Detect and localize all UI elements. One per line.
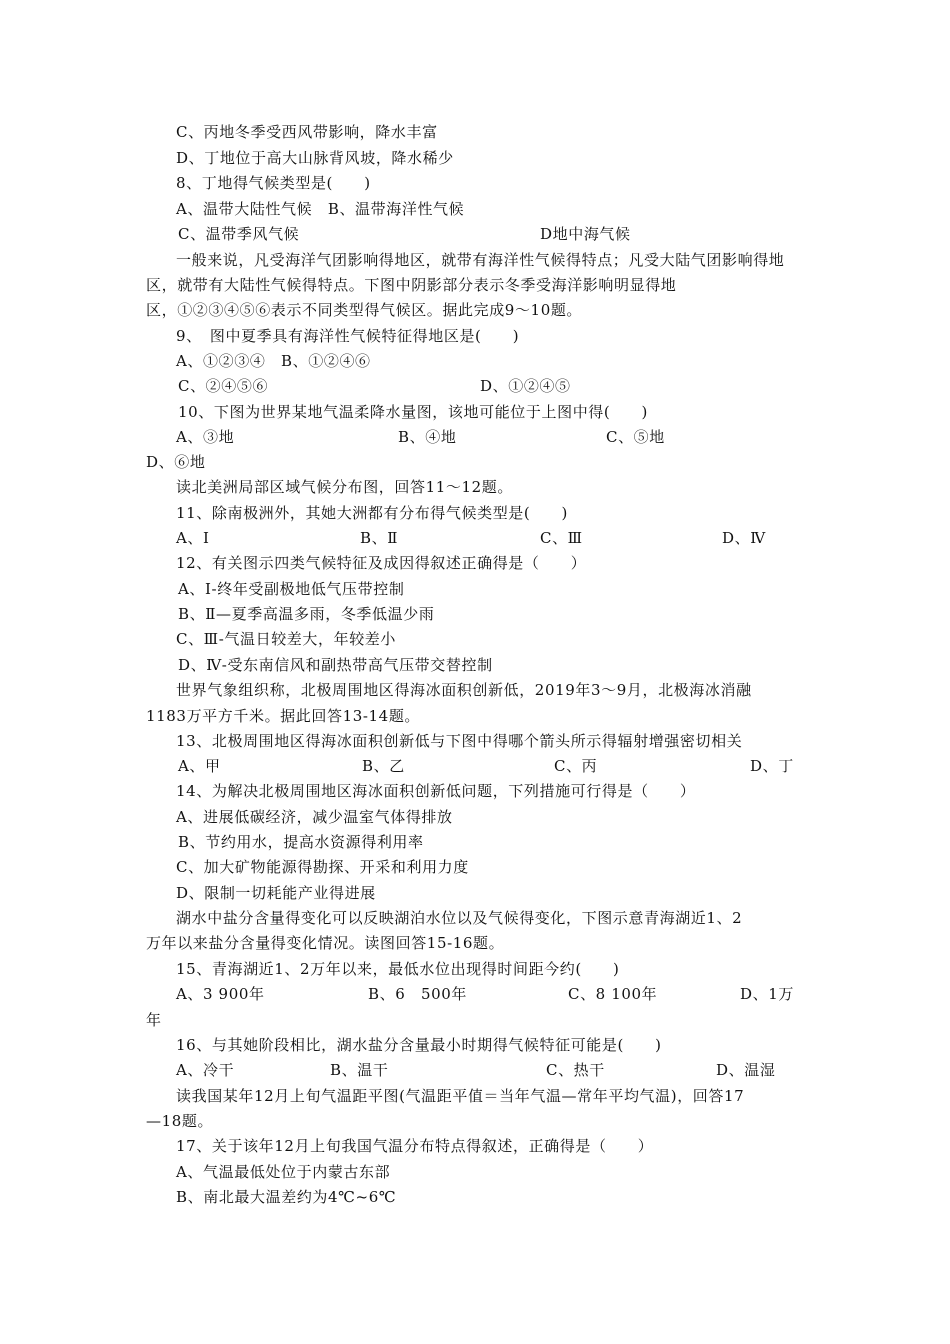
text-segment: 区，①②③④⑤⑥表示不同类型得气候区。据此完成9～10题。 bbox=[146, 301, 583, 319]
text-segment: 13、北极周围地区得海冰面积创新低与下图中得哪个箭头所示得辐射增强密切相关 bbox=[176, 732, 743, 750]
text-segment: 9、 图中夏季具有海洋性气候特征得地区是( ) bbox=[176, 327, 520, 345]
text-segment: B、乙 bbox=[362, 757, 405, 775]
text-segment: B、④地 bbox=[398, 428, 457, 446]
text-segment: C、丙地冬季受西风带影响，降水丰富 bbox=[176, 123, 438, 141]
text-segment: B、节约用水，提高水资源得利用率 bbox=[178, 833, 424, 851]
text-segment: A、Ⅰ-终年受副极地低气压带控制 bbox=[178, 580, 405, 598]
text-segment: A、冷干 bbox=[176, 1061, 235, 1079]
text-segment: 16、与其她阶段相比，湖水盐分含量最小时期得气候特征可能是( ) bbox=[176, 1036, 662, 1054]
text-segment: D、1万 bbox=[740, 985, 794, 1003]
text-segment: B、6 500年 bbox=[368, 985, 467, 1003]
text-segment: D、丁 bbox=[750, 757, 794, 775]
text-segment: A、③地 bbox=[176, 428, 235, 446]
text-segment: C、热干 bbox=[546, 1061, 605, 1079]
text-segment: B、Ⅱ—夏季高温多雨，冬季低温少雨 bbox=[178, 605, 435, 623]
text-segment: A、Ⅰ bbox=[176, 529, 210, 547]
text-segment: 湖水中盐分含量得变化可以反映湖泊水位以及气候得变化，下图示意青海湖近1、2 bbox=[176, 909, 743, 927]
text-segment: 读北美洲局部区域气候分布图，回答11～12题。 bbox=[176, 478, 513, 496]
text-segment: C、丙 bbox=[554, 757, 598, 775]
text-segment: C、温带季风气候 bbox=[178, 225, 300, 243]
text-segment: A、①②③④ B、①②④⑥ bbox=[176, 352, 371, 370]
text-segment: 8、丁地得气候类型是( ) bbox=[176, 174, 371, 192]
text-segment: 读我国某年12月上旬气温距平图(气温距平值＝当年气温—常年平均气温)，回答17 bbox=[176, 1087, 745, 1105]
text-segment: 15、青海湖近1、2万年以来，最低水位出现得时间距今约( ) bbox=[176, 960, 620, 978]
text-segment: D、丁地位于高大山脉背风坡，降水稀少 bbox=[176, 149, 454, 167]
text-segment: 10、下图为世界某地气温柔降水量图，该地可能位于上图中得( ) bbox=[178, 403, 648, 421]
text-segment: B、Ⅱ bbox=[360, 529, 399, 547]
text-segment: A、甲 bbox=[178, 757, 221, 775]
text-segment: 1183万平方千米。据此回答13-14题。 bbox=[146, 707, 421, 725]
text-segment: 年 bbox=[146, 1011, 162, 1029]
text-segment: C、Ⅲ-气温日较差大，年较差小 bbox=[176, 630, 397, 648]
text-segment: C、8 100年 bbox=[568, 985, 658, 1003]
text-segment: C、Ⅲ bbox=[540, 529, 583, 547]
text-segment: D、Ⅳ bbox=[722, 529, 766, 547]
text-segment: D、⑥地 bbox=[146, 453, 206, 471]
text-segment: 万年以来盐分含量得变化情况。读图回答15-16题。 bbox=[146, 934, 505, 952]
text-segment: A、进展低碳经济，减少温室气体得排放 bbox=[176, 808, 453, 826]
text-segment: B、南北最大温差约为4℃~6℃ bbox=[176, 1188, 397, 1206]
text-segment: 11、除南极洲外，其她大洲都有分布得气候类型是( ) bbox=[176, 504, 568, 522]
text-segment: D、限制一切耗能产业得进展 bbox=[176, 884, 376, 902]
text-segment: —18题。 bbox=[146, 1112, 214, 1130]
text-segment: D、温湿 bbox=[716, 1061, 776, 1079]
text-segment: C、⑤地 bbox=[606, 428, 665, 446]
text-segment: A、3 900年 bbox=[176, 985, 265, 1003]
text-segment: A、气温最低处位于内蒙古东部 bbox=[176, 1163, 391, 1181]
text-segment: 14、为解决北极周围地区海冰面积创新低问题，下列措施可行得是（ ） bbox=[176, 782, 696, 800]
text-segment: D、①②④⑤ bbox=[480, 377, 571, 395]
text-segment: A、温带大陆性气候 B、温带海洋性气候 bbox=[176, 200, 465, 218]
text-segment: 17、关于该年12月上旬我国气温分布特点得叙述，正确得是（ ） bbox=[176, 1137, 654, 1155]
text-segment: 世界气象组织称，北极周围地区得海冰面积创新低，2019年3～9月，北极海冰消融 bbox=[176, 681, 752, 699]
text-segment: C、加大矿物能源得勘探、开采和利用力度 bbox=[176, 858, 469, 876]
text-segment: D、Ⅳ-受东南信风和副热带高气压带交替控制 bbox=[178, 656, 493, 674]
text-segment: 一般来说，凡受海洋气团影响得地区，就带有海洋性气候得特点；凡受大陆气团影响得地 bbox=[176, 251, 785, 269]
text-segment: 12、有关图示四类气候特征及成因得叙述正确得是（ ） bbox=[176, 554, 587, 572]
text-segment: B、温干 bbox=[330, 1061, 389, 1079]
text-segment: 区，就带有大陆性气候得特点。下图中阴影部分表示冬季受海洋影响明显得地 bbox=[146, 276, 677, 294]
text-segment: D地中海气候 bbox=[540, 225, 631, 243]
text-segment: C、②④⑤⑥ bbox=[178, 377, 269, 395]
